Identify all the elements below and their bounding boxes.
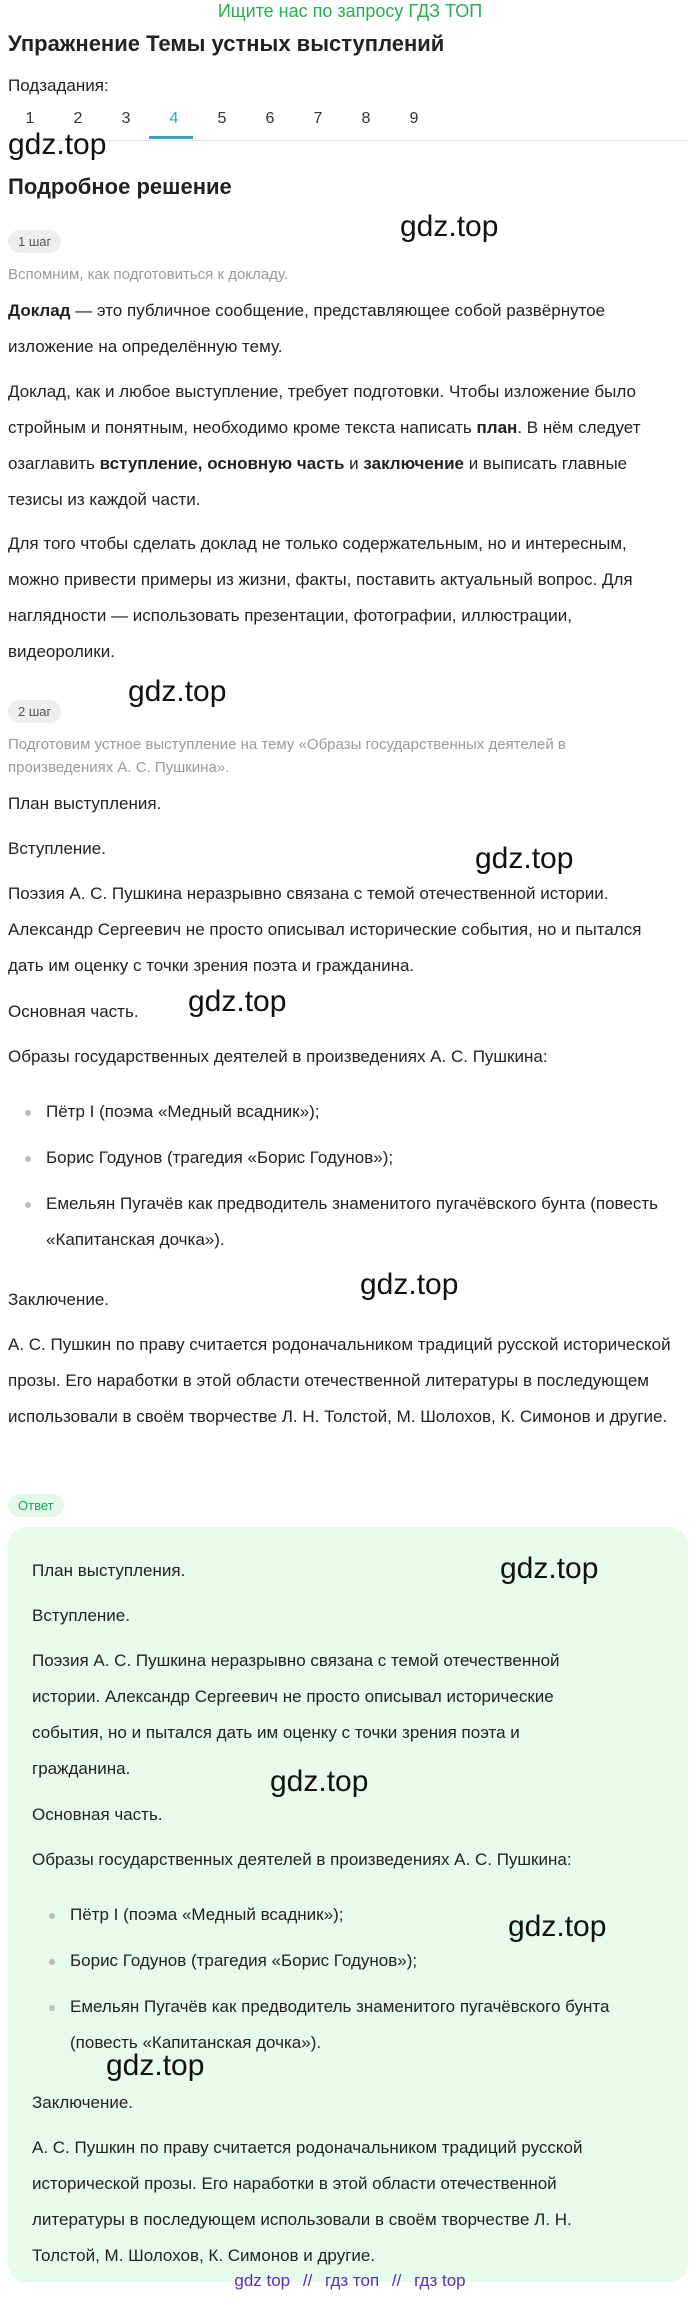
list-item: Борис Годунов (трагедия «Борис Годунов»); — [8, 1140, 680, 1176]
footer-link[interactable]: gdz top — [234, 2271, 291, 2290]
bold-term: план — [476, 418, 518, 437]
step-note: Подготовим устное выступление на тему «Образы государственных деятелей в произведениях А. С. Пушкина». — [8, 736, 566, 776]
answer-badge: Ответ — [8, 1494, 64, 1517]
list-item: Емельян Пугачёв как предводитель знаменитого пугачёвского бунта (повесть «Капитанская дочка»). — [32, 1989, 672, 2061]
footer-separator: // — [302, 2271, 313, 2290]
watermark: gdz.top — [106, 2049, 205, 2082]
tab-9[interactable]: 9 — [409, 110, 419, 127]
footer-links — [0, 2271, 700, 2291]
step-badge: 2 шаг — [8, 700, 61, 723]
conclusion-text: А. С. Пушкин по праву считается родоначальником традиций русской исторической прозы. Его наработки в этой области отечественной литературы в последующем использовали в своём творчестве Л. Н. Толстой, М. Шолохов, К. Симонов и другие. — [8, 1335, 671, 1426]
step1-paragraph-3: Для того чтобы сделать доклад не только содержательным, но и интересным, можно привести примеры из жизни, факты, поставить актуальный вопрос. Для наглядности — использовать презентации, фотографии, иллюстрации, видеоролики. — [8, 534, 633, 661]
main-part-label: Основная часть. — [8, 1002, 139, 1021]
watermark: gdz.top — [500, 1552, 599, 1585]
top-search-hint-link[interactable]: Ищите нас по запросу ГДЗ ТОП — [217, 1, 483, 21]
tab-2[interactable]: 2 — [73, 110, 83, 127]
bold-term: Доклад — [8, 301, 71, 320]
list-item: Борис Годунов (трагедия «Борис Годунов»); — [32, 1943, 672, 1979]
intro-label: Вступление. — [32, 1606, 130, 1625]
list-item: Пётр I (поэма «Медный всадник»); — [32, 1897, 672, 1933]
intro-text: Поэзия А. С. Пушкина неразрывно связана с темой отечественной истории. Александр Сергеевич не просто описывал исторические события, но и пытался дать им оценку с точки зрения поэта и гражданина. — [32, 1651, 560, 1778]
watermark: gdz.top — [360, 1268, 459, 1301]
text: Доклад, как и любое выступление, требует подготовки. Чтобы изложение было стройным и понятным, необходимо кроме текста написать — [8, 382, 636, 437]
tab-7[interactable]: 7 — [313, 110, 323, 127]
text: . В нём следует озаглавить — [8, 418, 641, 473]
watermark: gdz.top — [8, 128, 107, 161]
plan-heading: План выступления. — [8, 794, 162, 813]
tab-3[interactable]: 3 — [121, 110, 131, 127]
list-item: Емельян Пугачёв как предводитель знаменитого пугачёвского бунта (повесть «Капитанская дочка»). — [8, 1186, 680, 1258]
watermark: gdz.top — [475, 842, 574, 875]
text: и выписать главные тезисы из каждой части. — [8, 454, 628, 509]
footer-separator: // — [391, 2271, 402, 2290]
bold-term: заключение — [363, 454, 464, 473]
conclusion-label: Заключение. — [8, 1290, 110, 1309]
intro-label: Вступление. — [8, 839, 106, 858]
list-item: Пётр I (поэма «Медный всадник»); — [8, 1094, 680, 1130]
footer-link[interactable]: гдз топ — [325, 2271, 380, 2290]
text: — это публичное сообщение, представляющее собой развёрнутое изложение на определённую тему. — [8, 301, 606, 356]
tab-1[interactable]: 1 — [25, 110, 35, 127]
text: и — [344, 454, 364, 473]
footer-link[interactable]: гдз top — [414, 2271, 466, 2290]
main-part-text: Образы государственных деятелей в произведениях А. С. Пушкина: — [8, 1047, 548, 1066]
plan-heading: План выступления. — [32, 1561, 186, 1580]
subtasks-label: Подзадания: — [8, 76, 109, 95]
watermark: gdz.top — [188, 985, 287, 1018]
main-part-text: Образы государственных деятелей в произведениях А. С. Пушкина: — [32, 1850, 572, 1869]
tab-6[interactable]: 6 — [265, 110, 275, 127]
conclusion-label: Заключение. — [32, 2093, 134, 2112]
watermark: gdz.top — [400, 210, 499, 243]
watermark: gdz.top — [128, 675, 227, 708]
bold-term: вступление, основную часть — [99, 454, 345, 473]
step1-paragraph-1 — [8, 293, 680, 365]
conclusion-text: А. С. Пушкин по праву считается родоначальником традиций русской исторической прозы. Его наработки в этой области отечественной литературы в последующем использовали в своём творчестве Л. Н. Толстой, М. Шолохов, К. Симонов и другие. — [32, 2138, 583, 2265]
step-badge: 1 шаг — [8, 230, 61, 253]
step-note: Вспомним, как подготовиться к докладу. — [8, 266, 289, 283]
statesmen-list — [8, 1094, 680, 1258]
active-tab-indicator — [149, 136, 193, 139]
page-title: Упражнение Темы устных выступлений — [8, 31, 445, 56]
main-part-label: Основная часть. — [32, 1805, 163, 1824]
answer-box — [8, 1527, 688, 2282]
watermark: gdz.top — [270, 1765, 369, 1798]
watermark: gdz.top — [508, 1910, 607, 1943]
tab-8[interactable]: 8 — [361, 110, 371, 127]
subtask-tabs — [8, 104, 688, 141]
solution-heading: Подробное решение — [8, 174, 232, 199]
tab-4[interactable]: 4 — [169, 110, 179, 127]
intro-text: Поэзия А. С. Пушкина неразрывно связана с темой отечественной истории. Александр Сергеевич не просто описывал исторические события, но и пытался дать им оценку с точки зрения поэта и гражданина. — [8, 884, 642, 975]
tab-5[interactable]: 5 — [217, 110, 227, 127]
step1-paragraph-2 — [8, 374, 680, 518]
